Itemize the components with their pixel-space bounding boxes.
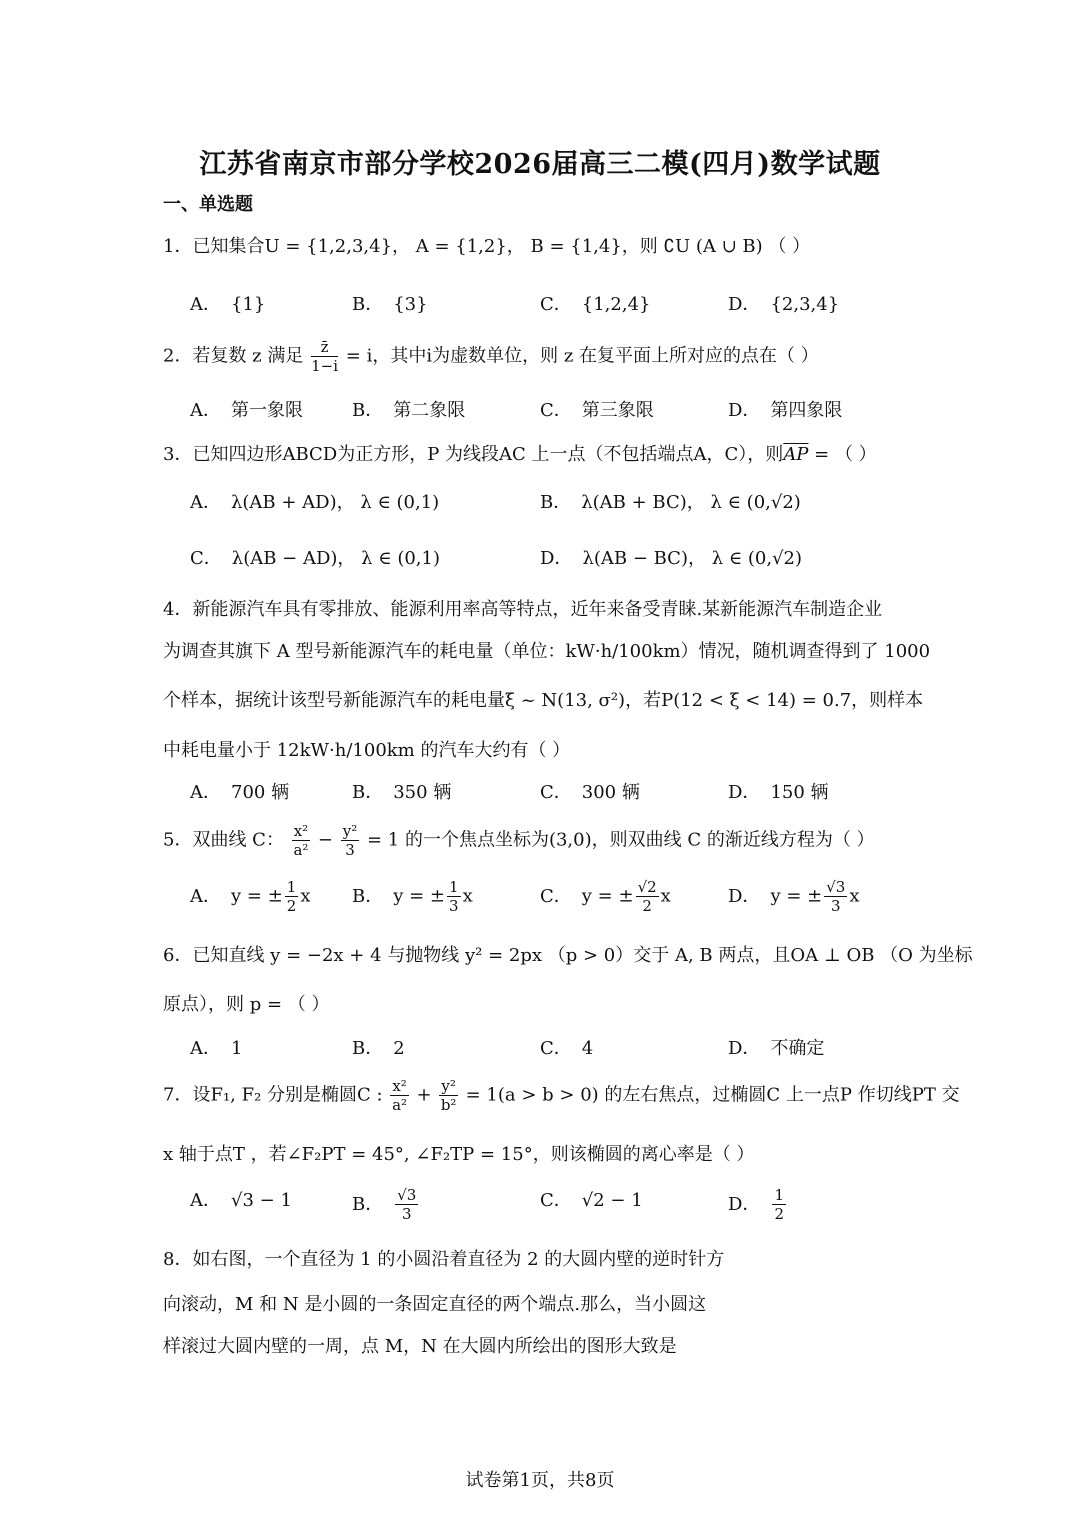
option-b: B． 2 bbox=[352, 1038, 405, 1059]
option-d: D． $\frac{1}{2}$ bbox=[728, 1186, 784, 1223]
option-a: A． {1} bbox=[190, 294, 266, 315]
question-8-line-3: 样滚过大圆内壁的一周，点 M，N 在大圆内所绘出的图形大致是 bbox=[163, 1336, 677, 1357]
exam-title: 江苏省南京市部分学校2026届高三二模(四月)数学试题 bbox=[199, 149, 881, 180]
question-7-options bbox=[190, 1186, 950, 1226]
option-d: D． {2,3,4} bbox=[728, 294, 840, 315]
question-7-line-1: 7．设F₁, F₂ 分别是椭圆C : $\frac{\text{x²}}{\text{a²}}$ + $\frac{\text{y²}}{\text{b²}}$ = 1(a > b > 0) 的左右焦点，过椭圆C 上一点P 作切线PT 交 bbox=[163, 1077, 960, 1114]
option-a: A． λ(AB + AD)， λ ∈ (0,1) bbox=[190, 492, 440, 513]
question-8-line-1: 8．如右图，一个直径为 1 的小圆沿着直径为 2 的大圆内壁的逆时针方 bbox=[163, 1249, 725, 1270]
question-8-line-2: 向滚动，M 和 N 是小圆的一条固定直径的两个端点.那么，当小圆这 bbox=[163, 1294, 707, 1315]
question-5-options bbox=[190, 878, 950, 918]
option-a: A． 700 辆 bbox=[190, 782, 290, 803]
question-3-options-row2 bbox=[190, 544, 950, 574]
question-6-line-1: 6．已知直线 y = −2x + 4 与抛物线 y² = 2px （p > 0）交于 A, B 两点，且OA ⊥ OB （O 为坐标 bbox=[163, 945, 973, 966]
option-c: C． √2 − 1 bbox=[540, 1190, 643, 1211]
question-1: 1．已知集合U = {1,2,3,4}， A = {1,2}， B = {1,4}，则 ∁U (A ∪ B) （ ） bbox=[163, 236, 811, 257]
option-d: D． 第四象限 bbox=[728, 400, 843, 421]
question-4-line-4: 中耗电量小于 12kW·h/100km 的汽车大约有（ ） bbox=[163, 740, 571, 761]
option-c: C． {1,2,4} bbox=[540, 294, 651, 315]
option-c: C． 第三象限 bbox=[540, 400, 654, 421]
option-d: D． 150 辆 bbox=[728, 782, 829, 803]
option-a: A． 第一象限 bbox=[190, 400, 303, 421]
question-4-line-2: 为调查其旗下 A 型号新能源汽车的耗电量（单位：kW·h/100km）情况，随机调查得到了 1000 bbox=[163, 641, 931, 662]
question-3: 3．已知四边形ABCD为正方形，P 为线段AC 上一点（不包括端点A，C），则$\overline{AP}$ = （ ） bbox=[163, 444, 877, 465]
option-b: B． y = ± $\frac{1}{3}$ x bbox=[352, 878, 473, 915]
fraction: $\frac{\text{y²}}{3}$ bbox=[342, 822, 358, 859]
question-4-line-1: 4．新能源汽车具有零排放、能源利用率高等特点，近年来备受青睐.某新能源汽车制造企业 bbox=[163, 599, 883, 620]
question-3-options-row1 bbox=[190, 488, 950, 518]
option-a: A． y = ± $\frac{1}{2}$ x bbox=[190, 878, 311, 915]
question-2-options bbox=[190, 396, 950, 426]
option-b: B． {3} bbox=[352, 294, 428, 315]
option-d: D． 不确定 bbox=[728, 1038, 825, 1059]
option-c: C． y = ± $\frac{√2}{2}$ x bbox=[540, 878, 671, 915]
question-1-options bbox=[190, 290, 950, 320]
question-4-line-3: 个样本，据统计该型号新能源汽车的耗电量ξ ~ N(13, σ²)，若P(12 < ξ < 14) = 0.7，则样本 bbox=[163, 690, 924, 711]
question-6-options bbox=[190, 1034, 950, 1064]
option-a: A． 1 bbox=[190, 1038, 243, 1059]
option-c: C． λ(AB − AD)， λ ∈ (0,1) bbox=[190, 548, 440, 569]
question-6-line-2: 原点），则 p = （ ） bbox=[163, 994, 330, 1015]
option-b: B． 350 辆 bbox=[352, 782, 452, 803]
section-heading: 一、单选题 bbox=[163, 194, 253, 215]
page-footer: 试卷第1页，共8页 bbox=[465, 1470, 615, 1491]
option-c: C． 4 bbox=[540, 1038, 594, 1059]
question-4-options bbox=[190, 778, 950, 808]
option-c: C． 300 辆 bbox=[540, 782, 640, 803]
option-d: D． y = ± $\frac{√3}{3}$ x bbox=[728, 878, 860, 915]
option-b: B． λ(AB + BC)， λ ∈ (0,√2) bbox=[540, 492, 801, 513]
question-5: 5．双曲线 C： $\frac{\text{x²}}{\text{a²}}$ − $\frac{\text{y²}}{3}$ = 1 的一个焦点坐标为(3,0)，则双曲线 C 的渐近线方程为（ ） bbox=[163, 822, 875, 859]
question-2: 2．若复数 z 满足 $\frac{z̄}{1-i}$ = i，其中i为虚数单位，则 z 在复平面上所对应的点在（ ） bbox=[163, 338, 819, 375]
fraction: $\frac{\text{x²}}{\text{a²}}$ bbox=[392, 1077, 408, 1114]
option-a: A． √3 − 1 bbox=[190, 1190, 292, 1211]
option-b: B． 第二象限 bbox=[352, 400, 466, 421]
option-d: D． λ(AB − BC)， λ ∈ (0,√2) bbox=[540, 548, 803, 569]
option-b: B． $\frac{√3}{3}$ bbox=[352, 1186, 417, 1223]
question-7-line-2: x 轴于点T ，若∠F₂PT = 45°, ∠F₂TP = 15°，则该椭圆的离心率是（ ） bbox=[163, 1144, 755, 1165]
fraction: $\frac{z̄}{1-i}$ bbox=[311, 338, 339, 375]
fraction: $\frac{\text{y²}}{\text{b²}}$ bbox=[440, 1077, 457, 1114]
fraction: $\frac{\text{x²}}{\text{a²}}$ bbox=[293, 822, 309, 859]
